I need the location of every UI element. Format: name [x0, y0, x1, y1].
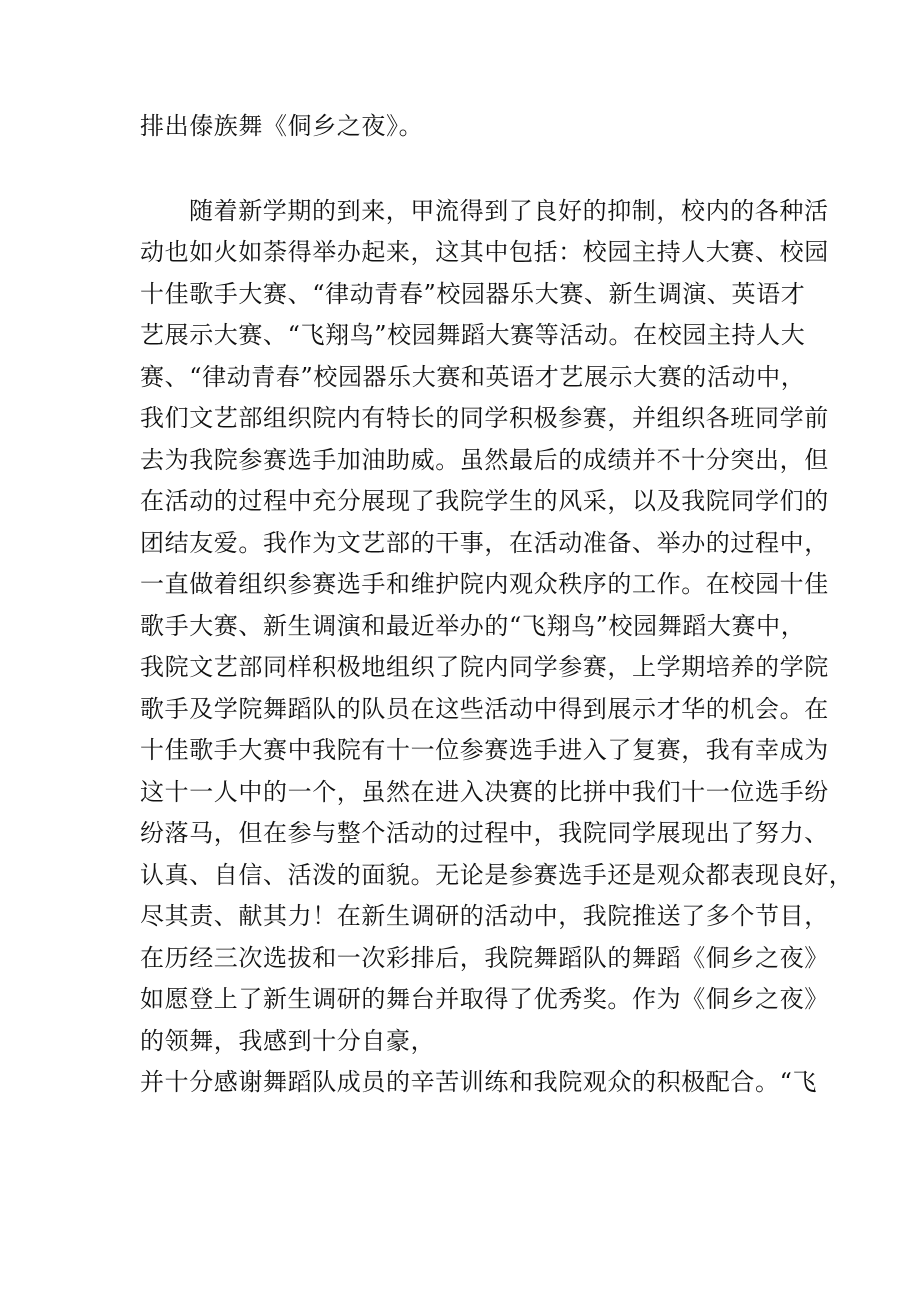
- text-line: 歌手及学院舞蹈队的队员在这些活动中得到展示才华的机会。在: [140, 695, 829, 723]
- text-line: 认真、自信、活泼的面貌。无论是参赛选手还是观众都表现良好，: [140, 861, 854, 889]
- text-line: 尽其责、献其力！在新生调研的活动中，我院推送了多个节目，: [140, 902, 829, 930]
- text-line: 如愿登上了新生调研的舞台并取得了优秀奖。作为《侗乡之夜》: [140, 985, 829, 1013]
- text-line: 我们文艺部组织院内有特长的同学积极参赛，并组织各班同学前: [140, 404, 829, 432]
- text-line: 团结友爱。我作为文艺部的干事，在活动准备、举办的过程中，: [140, 529, 829, 557]
- text-line: 纷落马，但在参与整个活动的过程中，我院同学展现出了努力、: [140, 819, 829, 847]
- text-line: 去为我院参赛选手加油助威。虽然最后的成绩并不十分突出，但: [140, 446, 829, 474]
- text-line: 歌手大赛、新生调演和最近举办的“飞翔鸟”校园舞蹈大赛中，: [140, 612, 806, 640]
- text-line: 十佳歌手大赛、“律动青春”校园器乐大赛、新生调演、英语才: [140, 280, 806, 308]
- text-line: 艺展示大赛、“飞翔鸟”校园舞蹈大赛等活动。在校园主持人大: [140, 321, 806, 349]
- text-line: 这十一人中的一个，虽然在进入决赛的比拼中我们十一位选手纷: [140, 778, 829, 806]
- text-line: 的领舞，我感到十分自豪，: [140, 1027, 436, 1055]
- text-line: 十佳歌手大赛中我院有十一位参赛选手进入了复赛，我有幸成为: [140, 736, 829, 764]
- text-line: 并十分感谢舞蹈队成员的辛苦训练和我院观众的积极配合。“飞: [140, 1068, 818, 1096]
- text-line: 我院文艺部同样积极地组织了院内同学参赛，上学期培养的学院: [140, 653, 829, 681]
- text-line: 一直做着组织参赛选手和维护院内观众秩序的工作。在校园十佳: [140, 570, 829, 598]
- text-line: 赛、“律动青春”校园器乐大赛和英语才艺展示大赛的活动中，: [140, 363, 806, 391]
- text-line: 在活动的过程中充分展现了我院学生的风采，以及我院同学们的: [140, 487, 829, 515]
- text-line: 动也如火如荼得举办起来，这其中包括：校园主持人大赛、校园: [140, 238, 829, 266]
- text-line: 随着新学期的到来，甲流得到了良好的抑制，校内的各种活: [189, 197, 829, 225]
- text-line: 排出傣族舞《侗乡之夜》。: [140, 112, 424, 140]
- text-line: 在历经三次选拔和一次彩排后，我院舞蹈队的舞蹈《侗乡之夜》: [140, 944, 829, 972]
